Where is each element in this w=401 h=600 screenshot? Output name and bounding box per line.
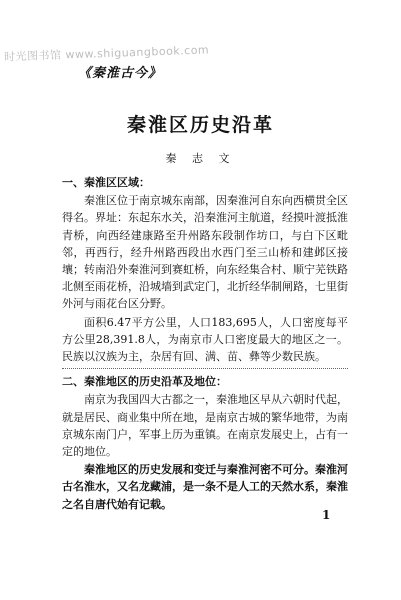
section-heading: 二、秦淮地区的历史沿革及地位：	[62, 375, 227, 389]
paragraph: 面积6.47平方公里，人口183,695人，人口密度每平方公里28,391.8人，为南京市人口密度最大的地区之一。民族以汉族为主，杂居有回、满、苗、彝等少数民族。	[62, 315, 348, 364]
author-name: 秦 志 文	[165, 152, 236, 165]
watermark-text: 时光图书馆 www.shiguangbook.com	[3, 43, 210, 64]
page-number: 1	[322, 508, 331, 522]
article-body	[62, 172, 348, 514]
section-history	[62, 373, 348, 513]
paragraph: 秦淮区位于南京城东南部，因秦淮河自东向西横贯全区得名。界址：东起东水关，沿秦淮河主航道，经摸叶渡抵淮青桥，向西经建康路至升州路东段制作坊口，与白下区毗邻，再西行，经升州路西段出水西门至三山桥和建邺区接壤；转南沿外秦淮河到赛虹桥，向东经集合村、顺宁芜铁路北侧至雨花桥，沿城墙到武定门，北折经华制闸路，七里街外河与雨花台区分野。	[62, 194, 348, 311]
article-title: 秦淮区历史沿革	[126, 114, 274, 136]
paragraph: 秦淮地区的历史发展和变迁与秦淮河密不可分。秦淮河古名淮水，又名龙藏浦，是一条不是人工的天然水系，秦淮之名自唐代始有记载。	[62, 463, 348, 511]
paragraph: 南京为我国四大古都之一，秦淮地区早从六朝时代起，就是居民、商业集中所在地，是南京古城的繁华地带，为南京城东南门户，军事上历为重镇。在南京发展史上，占有一定的地位。	[62, 393, 348, 459]
section-heading: 一、秦淮区区域：	[62, 176, 150, 189]
section-region	[62, 174, 348, 365]
section-divider	[62, 368, 348, 369]
series-title: 《秦淮古今》	[78, 66, 163, 81]
